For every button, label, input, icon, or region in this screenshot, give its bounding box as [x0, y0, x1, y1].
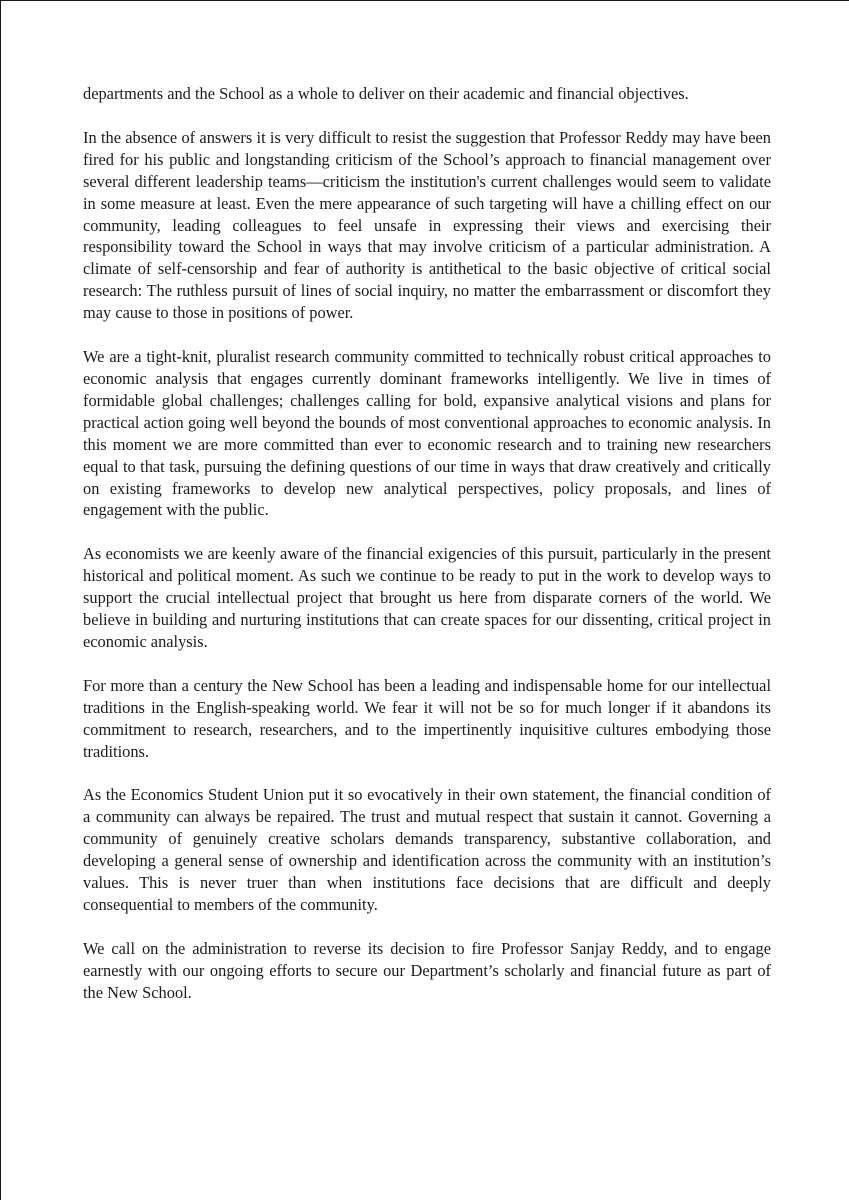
paragraph-5: For more than a century the New School has been a leading and indispensable home for our intellectual traditions in the English-speaking world. We fear it will not be so for much longer if it abandons its commitment to research, researchers, and to the impertinently inquisitive cultures embodying those traditions.: [83, 675, 771, 761]
paragraph-4: As economists we are keenly aware of the financial exigencies of this pursuit, particularly in the present historical and political moment. As such we continue to be ready to put in the work to develop ways to support the crucial intellectual project that brought us here from disparate corners of the world. We believe in building and nurturing institutions that can create spaces for our dissenting, critical project in economic analysis.: [83, 544, 771, 651]
paragraph-6: As the Economics Student Union put it so evocatively in their own statement, the financial condition of a community can always be repaired. The trust and mutual respect that sustain it cannot. Governing a community of genuinely creative scholars demands transparency, substantive collaboration, and developing a general sense of ownership and identification across the community with an institution’s values. This is never truer than when institutions face decisions that are difficult and deeply consequential to members of the community.: [83, 785, 771, 914]
paragraph-3: We are a tight-knit, pluralist research community committed to technically robust critical approaches to economic analysis that engages currently dominant frameworks intelligently. We live in times of formidable global challenges; challenges calling for bold, expansive analytical visions and plans for practical action going well beyond the bounds of most conventional approaches to economic analysis. In this moment we are more committed than ever to economic research and to training new researchers equal to that task, pursuing the defining questions of our time in ways that draw creatively and critically on existing frameworks to develop new analytical perspectives, policy proposals, and lines of engagement with the public.: [83, 347, 771, 520]
paragraph-7: We call on the administration to reverse its decision to fire Professor Sanjay Reddy, and to engage earnestly with our ongoing efforts to secure our Department’s scholarly and financial future as part of the New School.: [83, 938, 771, 1002]
paragraph-2: In the absence of answers it is very difficult to resist the suggestion that Professor Reddy may have been fired for his public and longstanding criticism of the School’s approach to financial management over several different leadership teams—criticism the institution's current challenges would seem to validate in some measure at least. Even the mere appearance of such targeting will have a chilling effect on our community, leading colleagues to feel unsafe in expressing their views and exercising their responsibility toward the School in ways that may involve criticism of a particular administration. A climate of self-censorship and fear of authority is antithetical to the basic objective of critical social research: The ruthless pursuit of lines of social inquiry, no matter the embarrassment or discomfort they may cause to those in positions of power.: [83, 127, 771, 323]
paragraph-1: departments and the School as a whole to deliver on their academic and financial objectives.: [83, 84, 689, 103]
document-body: [83, 83, 771, 1004]
